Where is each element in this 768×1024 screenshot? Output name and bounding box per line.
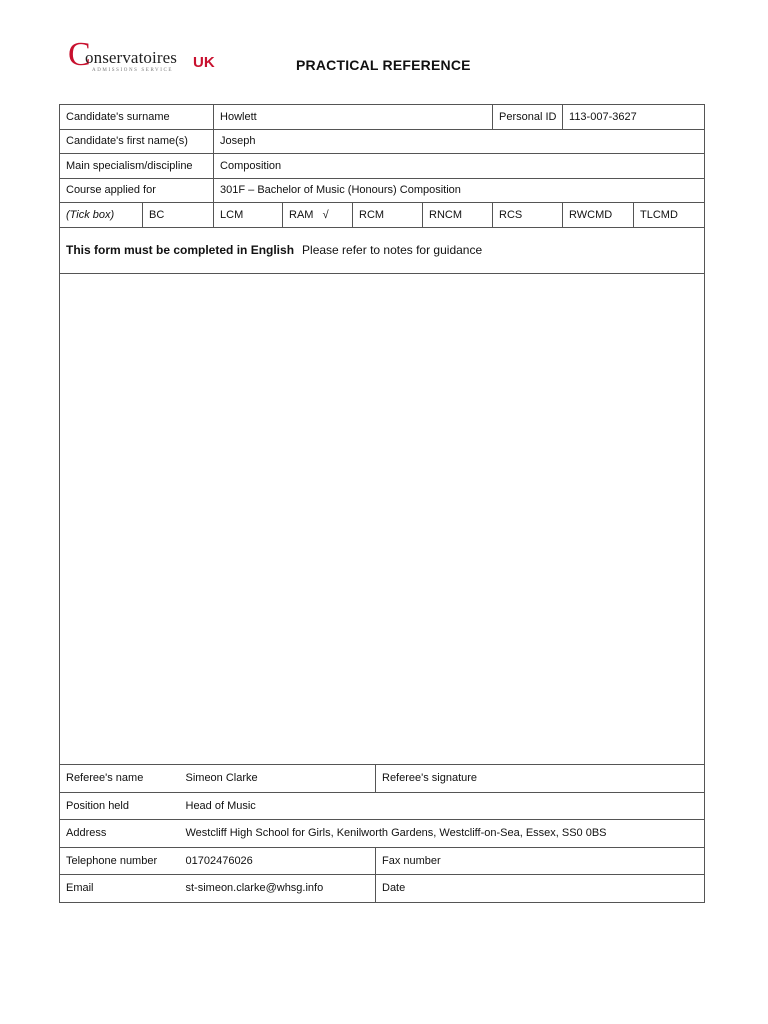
telephone-value[interactable]: 01702476026	[180, 847, 376, 875]
date-label[interactable]: Date	[376, 875, 705, 903]
email-label: Email	[60, 875, 180, 903]
reference-text-area[interactable]	[60, 273, 705, 764]
surname-row	[60, 105, 705, 130]
tick-option-rncm[interactable]: RNCM	[423, 203, 493, 228]
telephone-label: Telephone number	[60, 847, 180, 875]
specialism-label: Main specialism/discipline	[60, 154, 214, 179]
first-names-row	[60, 129, 705, 154]
tick-box-label: (Tick box)	[60, 203, 143, 228]
course-row	[60, 178, 705, 203]
address-label: Address	[60, 820, 180, 848]
referee-signature-label[interactable]: Referee's signature	[376, 765, 705, 793]
fax-label[interactable]: Fax number	[376, 847, 705, 875]
email-row	[60, 875, 705, 903]
personal-id-value[interactable]: 113-007-3627	[563, 105, 705, 130]
tick-option-rwcmd[interactable]: RWCMD	[563, 203, 634, 228]
email-value[interactable]: st-simeon.clarke@whsg.info	[180, 875, 376, 903]
logo-uk: UK	[193, 54, 215, 71]
notice-bold: This form must be completed in English	[66, 243, 295, 257]
form-title: PRACTICAL REFERENCE	[296, 57, 471, 73]
referee-table	[59, 764, 705, 903]
tick-box-row	[60, 203, 705, 228]
conservatoires-uk-logo	[68, 36, 218, 76]
position-value[interactable]: Head of Music	[180, 792, 705, 820]
reference-body-row	[60, 273, 705, 764]
telephone-row	[60, 847, 705, 875]
course-label: Course applied for	[60, 178, 214, 203]
logo-wordmark: onservatoires	[85, 48, 177, 67]
position-row	[60, 792, 705, 820]
logo-subtitle: ADMISSIONS SERVICE	[92, 68, 174, 73]
surname-label: Candidate's surname	[60, 105, 214, 130]
surname-value[interactable]: Howlett	[214, 105, 493, 130]
tick-option-lcm[interactable]: LCM	[214, 203, 283, 228]
specialism-row	[60, 154, 705, 179]
address-row	[60, 820, 705, 848]
first-names-value[interactable]: Joseph	[214, 129, 705, 154]
course-value[interactable]: 301F – Bachelor of Music (Honours) Composition	[214, 178, 705, 203]
candidate-table	[59, 104, 705, 765]
tick-option-rcm[interactable]: RCM	[353, 203, 423, 228]
logo-initial: C	[68, 36, 91, 73]
first-names-label: Candidate's first name(s)	[60, 129, 214, 154]
notice-cell	[60, 227, 705, 273]
specialism-value[interactable]: Composition	[214, 154, 705, 179]
notice-row	[60, 227, 705, 273]
tick-option-ram[interactable]: RAM √	[283, 203, 353, 228]
notice-guidance: Please refer to notes for guidance	[302, 243, 483, 257]
tick-option-tlcmd[interactable]: TLCMD	[634, 203, 705, 228]
position-label: Position held	[60, 792, 180, 820]
referee-name-value[interactable]: Simeon Clarke	[180, 765, 376, 793]
referee-name-label: Referee's name	[60, 765, 180, 793]
referee-name-row	[60, 765, 705, 793]
tick-option-bc[interactable]: BC	[143, 203, 214, 228]
tick-option-rcs[interactable]: RCS	[493, 203, 563, 228]
address-value[interactable]: Westcliff High School for Girls, Kenilworth Gardens, Westcliff-on-Sea, Essex, SS0 0BS	[180, 820, 705, 848]
personal-id-label: Personal ID	[493, 105, 563, 130]
